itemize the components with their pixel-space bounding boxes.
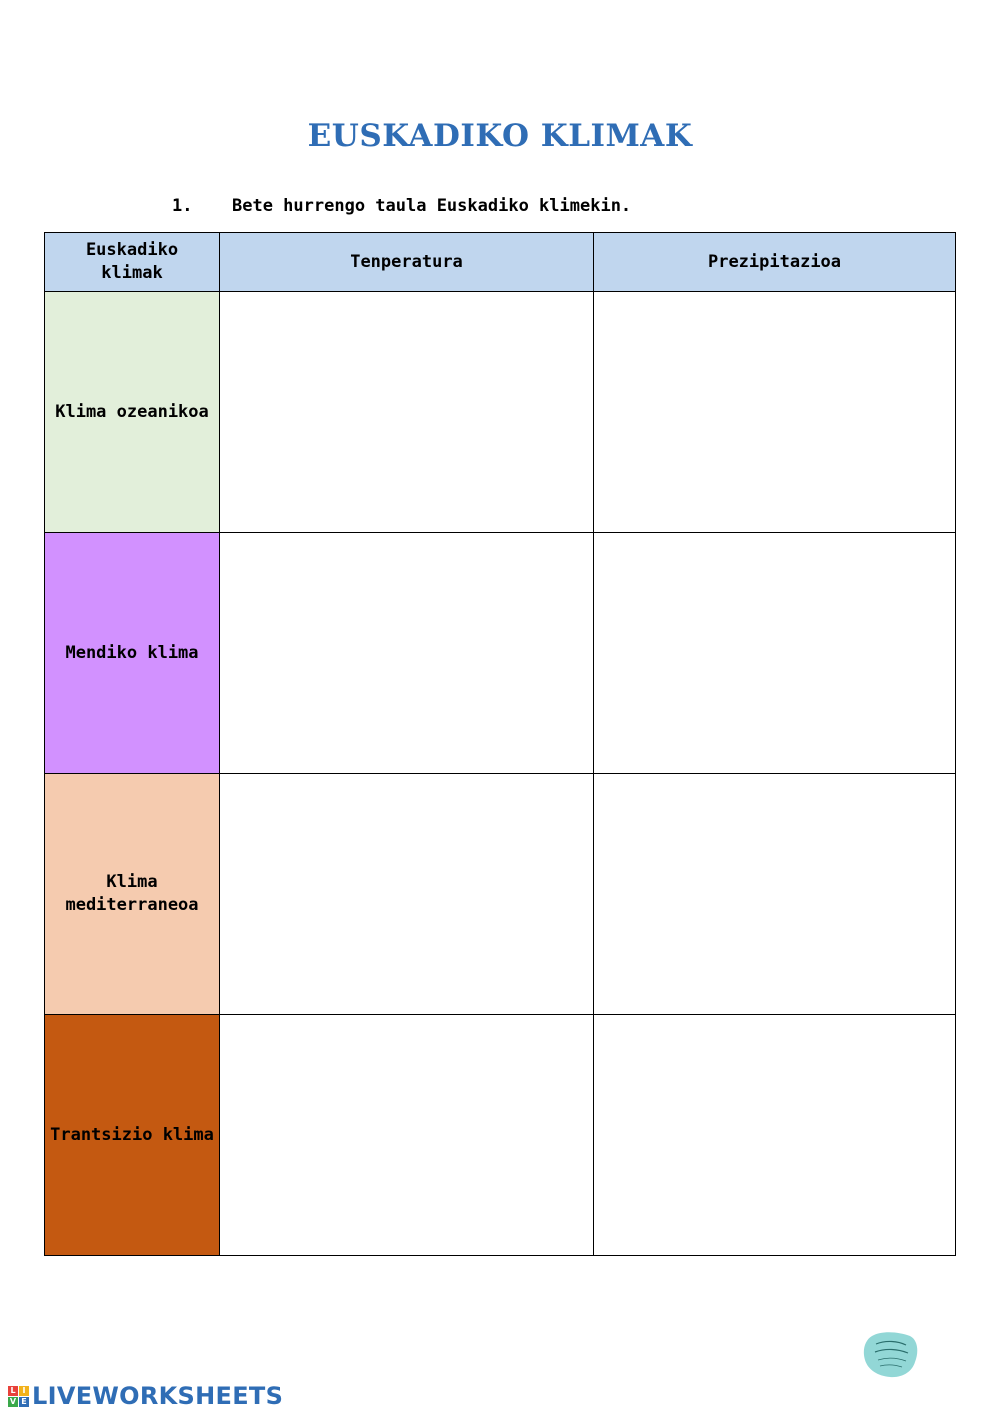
table-row	[45, 774, 956, 1015]
temperature-cell[interactable]	[220, 533, 594, 774]
climate-label-transition: Trantsizio klima	[45, 1015, 220, 1256]
instruction-text: Bete hurrengo taula Euskadiko klimekin.	[232, 196, 632, 216]
temperature-cell[interactable]	[220, 774, 594, 1015]
header-precipitation: Prezipitazioa	[594, 233, 956, 292]
logo-text: LIVEWORKSHEETS	[32, 1382, 284, 1410]
table-row	[45, 1015, 956, 1256]
climate-label-mediterranean: Klima mediterraneoa	[45, 774, 220, 1015]
logo-block: E	[19, 1397, 29, 1407]
climate-label-oceanic: Klima ozeanikoa	[45, 292, 220, 533]
precipitation-cell[interactable]	[594, 533, 956, 774]
header-temperature: Tenperatura	[220, 233, 594, 292]
climate-label-mountain: Mendiko klima	[45, 533, 220, 774]
author-stamp-icon	[862, 1330, 920, 1380]
instruction	[172, 196, 631, 216]
logo-block: V	[9, 1396, 17, 1406]
liveworksheets-logo	[8, 1383, 283, 1409]
precipitation-cell[interactable]	[594, 774, 956, 1015]
logo-block: I	[19, 1386, 29, 1396]
table-row	[45, 533, 956, 774]
table-row	[45, 292, 956, 533]
logo-block: L	[8, 1386, 18, 1396]
logo-blocks-icon	[8, 1386, 29, 1407]
precipitation-cell[interactable]	[594, 292, 956, 533]
temperature-cell[interactable]	[220, 292, 594, 533]
table-header-row	[45, 233, 956, 292]
header-climates: Euskadiko klimak	[45, 233, 220, 292]
precipitation-cell[interactable]	[594, 1015, 956, 1256]
instruction-number: 1.	[172, 196, 193, 216]
temperature-cell[interactable]	[220, 1015, 594, 1256]
page-title: EUSKADIKO KLIMAK	[307, 118, 693, 154]
climate-table	[44, 232, 956, 1256]
